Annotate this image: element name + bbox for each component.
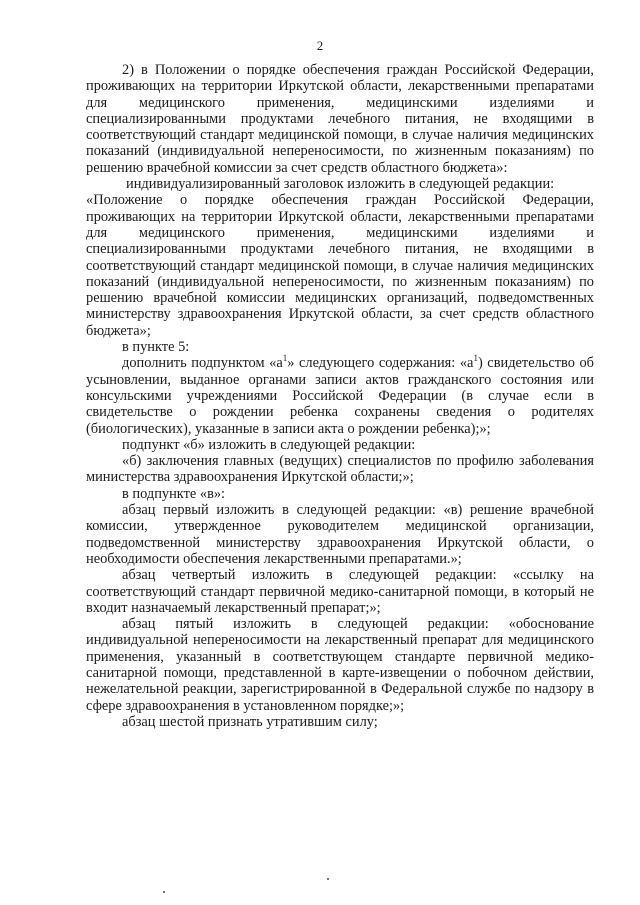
paragraph-fifth-abzac: абзац пятый изложить в следующей редакции: «обоснование индивидуальной непереносимости на лекарственный препарат для медицинского применения, указанный в соответствующем стандарте первичной медико-санитарной помощи, представленной в карте-извещении о побочном действии, нежелательной реакции, зарегистрированной в Федеральной службе по надзору в сфере здравоохранения в установленном порядке;»;	[86, 616, 594, 714]
paragraph-fourth-abzac: абзац четвертый изложить в следующей редакции: «ссылку на соответствующий стандарт первичной медико-санитарной помощи, в который не входит назначаемый лекарственный препарат;»;	[86, 567, 594, 616]
paragraph-title-instruction: индивидуализированный заголовок изложить в следующей редакции:	[126, 176, 555, 193]
scan-speck	[163, 891, 165, 893]
superscript-2: 1	[473, 353, 478, 364]
page-number: 2	[316, 38, 324, 53]
paragraph-add-subpoint	[86, 355, 594, 436]
paragraph-new-title: «Положение о порядке обеспечения граждан Российской Федерации, проживающих на территории Иркутской области, лекарственными препаратами для медицинского применения, медицинскими изделиями и специализированными продуктами лечебного питания, не входящими в соответствующий стандарт медицинской помощи, в случае наличия медицинских показаний (индивидуальной непереносимости, по жизненным показаниям) по решению врачебной комиссии медицинских организаций, подведомственных министерству здравоохранения Иркутской области, за счет средств областного бюджета»;	[86, 192, 594, 339]
paragraph-sixth-abzac: абзац шестой признать утратившим силу;	[122, 713, 378, 730]
paragraph-amendment-2: 2) в Положении о порядке обеспечения граждан Российской Федерации, проживающих на территории Иркутской области, лекарственными препаратами для медицинского применения, медицинскими изделиями и специализированными продуктами лечебного питания, не входящими в соответствующий стандарт медицинской помощи, в случае наличия медицинских показаний (индивидуальной непереносимости, по жизненным показаниям) по решению врачебной комиссии за счет средств областного бюджета»:	[86, 62, 594, 176]
subpoint-text-part-2: » следующего содержания: «а	[287, 355, 474, 372]
paragraph-subpoint-b-text: «б) заключения главных (ведущих) специалистов по профилю заболевания министерства здравоохранения Иркутской области;»;	[86, 453, 594, 486]
scan-speck	[327, 878, 329, 880]
paragraph-first-abzac: абзац первый изложить в следующей редакции: «в) решение врачебной комиссии, утвержденное руководителем медицинской организации, подведомственной министерству здравоохранения Иркутской области, о необходимости обеспечения лекарственными препаратами.»;	[86, 502, 594, 567]
subpoint-text-part-3: ) свидетельство об усыновлении, выданное органами записи актов гражданского состояния или консульскими учреждениями Российской Федерации (в случае если в свидетельстве о рождении ребенка сохранены сведения о родителях (биологических), указанные в записи акта о рождении ребенка);»;	[86, 355, 594, 437]
document-body	[86, 62, 594, 730]
subpoint-text-part-1: дополнить подпунктом «а	[122, 355, 283, 372]
superscript-1: 1	[282, 353, 288, 364]
paragraph-point-5: в пункте 5:	[122, 339, 190, 356]
paragraph-subpoint-v: в подпункте «в»:	[122, 485, 226, 502]
paragraph-subpoint-b-instruction: подпункт «б» изложить в следующей редакции:	[122, 436, 416, 453]
